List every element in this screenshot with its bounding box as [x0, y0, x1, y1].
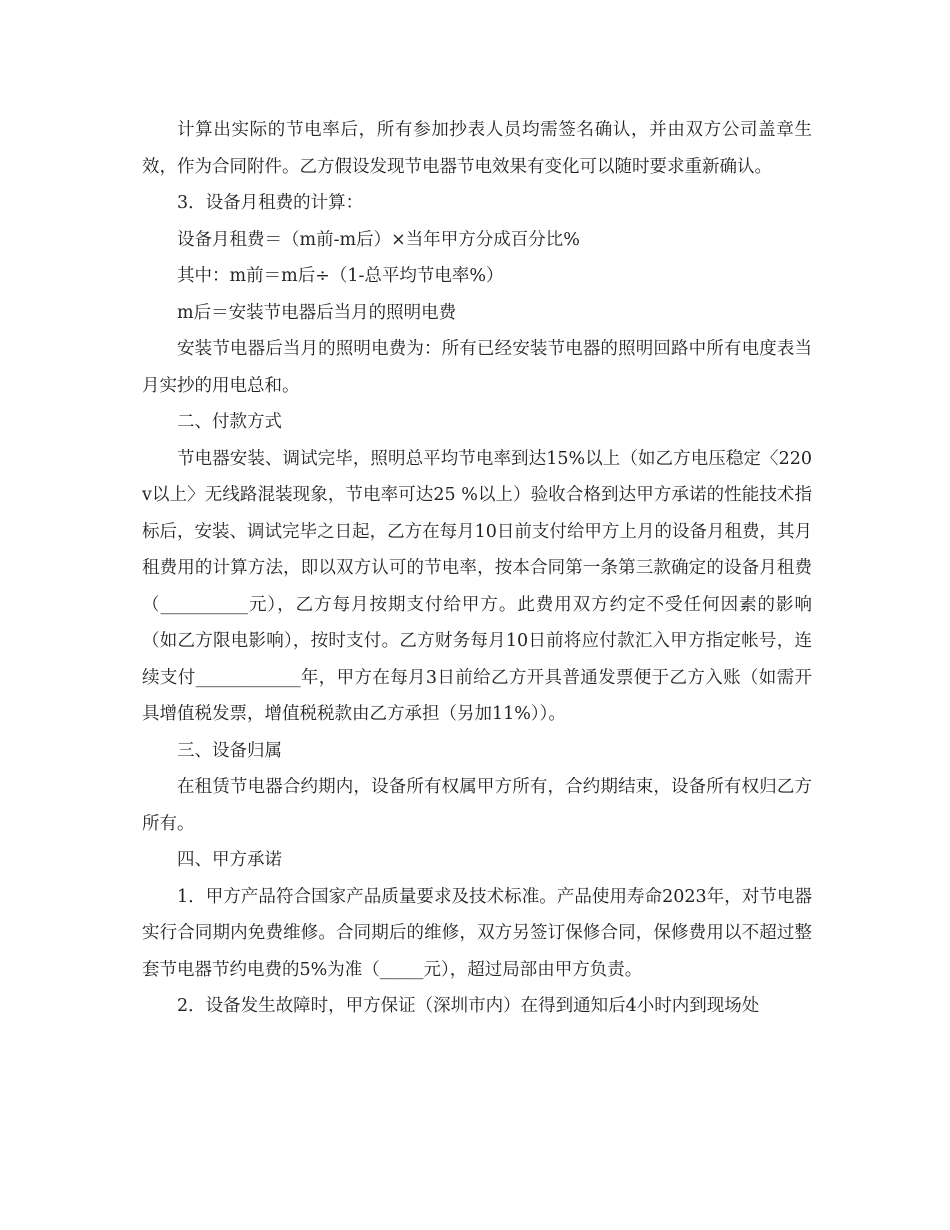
- paragraph-meter-confirmation: 计算出实际的节电率后，所有参加抄表人员均需签名确认，并由双方公司盖章生效，作为合同附件。乙方假设发现节电器节电效果有变化可以随时要求重新确认。: [142, 120, 812, 177]
- formula-monthly-rent: 设备月租费＝（m前-m后）×当年甲方分成百分比%: [177, 229, 580, 250]
- section-heading-ownership: 三、设备归属: [177, 740, 282, 761]
- section-heading-party-a-commitment: 四、甲方承诺: [177, 850, 282, 870]
- document-body: [142, 112, 812, 1025]
- paragraph-fault-response: 2．设备发生故障时，甲方保证（深圳市内）在得到通知后4小时内到现场处: [177, 996, 760, 1016]
- section-heading-payment: 二、付款方式: [177, 412, 282, 432]
- paragraph-lighting-fee-definition: 安装节电器后当月的照明电费为：所有已经安装节电器的照明回路中所有电度表当月实抄的用电总和。: [142, 339, 812, 396]
- paragraph-product-quality: 1．甲方产品符合国家产品质量要求及技术标准。产品使用寿命2023年，对节电器实行合同期内免费维修。合同期后的维修，双方另签订保修合同，保修费用以不超过整套节电器节约电费的5%为准（_____元），超过局部由甲方负责。: [142, 886, 812, 980]
- paragraph-payment-terms: 节电器安装、调试完毕，照明总平均节电率到达15%以上（如乙方电压稳定〈220v以上〉无线路混装现象，节电率可达25 %以上）验收合格到达甲方承诺的性能技术指标后，安装、调试完毕之日起，乙方在每月10日前支付给甲方上月的设备月租费，其月租费用的计算方法，即以双方认可的节电率，按本合同第一条第三款确定的设备月租费（__________元），乙方每月按期支付给甲方。此费用双方约定不受任何因素的影响（如乙方限电影响），按时支付。乙方财务每月10日前将应付款汇入甲方指定帐号，连续支付____________年，甲方在每月3日前给乙方开具普通发票便于乙方入账（如需开具增值税发票，增值税税款由乙方承担（另加11%））。: [142, 448, 812, 724]
- paragraph-ownership: 在租赁节电器合约期内，设备所有权属甲方所有，合约期结束，设备所有权归乙方所有。: [142, 777, 812, 834]
- formula-m-after: m后＝安装节电器后当月的照明电费: [177, 302, 457, 323]
- formula-m-before: 其中：m前＝m后÷（1-总平均节电率%）: [177, 266, 504, 286]
- heading-monthly-rent-calculation: 3．设备月租费的计算：: [177, 193, 364, 213]
